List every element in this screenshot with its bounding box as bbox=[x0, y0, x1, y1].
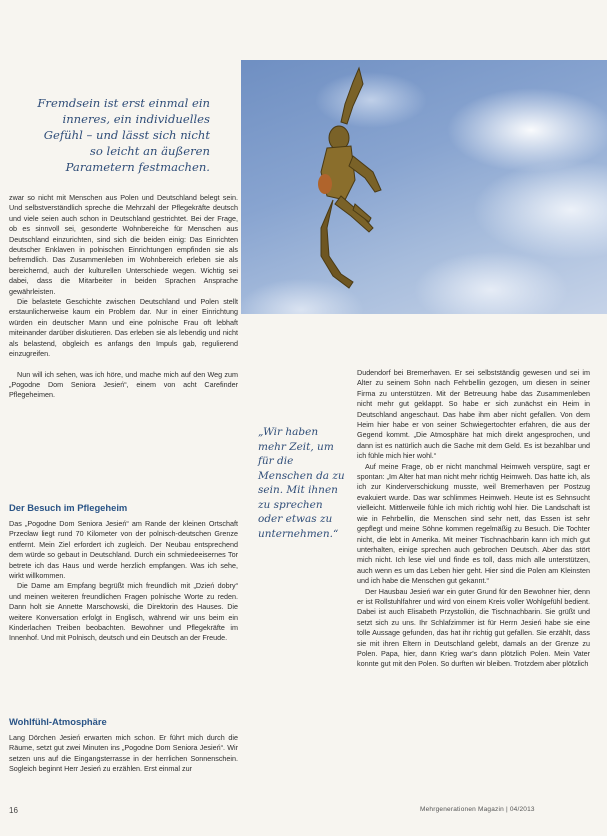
paragraph: Nun will ich sehen, was ich höre, und mache mich auf den Weg zum „Pogodne Dom Seniora Jesień“, einem von acht Carefinder Pflegeheimen. bbox=[9, 369, 238, 400]
pull-quote-middle: „Wir haben mehr Zeit, um für die Menschen da zu sein. Mit ihnen zu sprechen oder etwas zu unternehmen.“ bbox=[258, 426, 345, 540]
paragraph: Die Dame am Empfang begrüßt mich freundlich mit „Dzień dobry“ und meinen weiteren freundlichen Fragen polnische Worte zu reden. Dann holt sie Annette Marschowski, die Direktorin des Hauses. Die weitere Konversation erfolgt in Englisch, während wir uns beim ein Kinderlachen Treiben beobachten. Bewohner und Pflegekräfte im Innenhof. Und mit Polnisch, deutsch und ein Deutsch an der Freude. bbox=[9, 581, 238, 643]
footer-publication: Mehrgenerationen Magazin | 04/2013 bbox=[420, 806, 535, 813]
hero-photo bbox=[241, 60, 607, 314]
page-number: 16 bbox=[9, 806, 18, 815]
section-heading-visit: Der Besuch im Pflegeheim bbox=[9, 502, 128, 513]
paragraph: Dudendorf bei Bremerhaven. Er sei selbstständig gewesen und sei im Alter zu seinem Sohn nach Fehrbellin gezogen, um diesen in seiner Firma zu unterstützen. Mit der Betreuung habe das Zusammenleben nicht mehr gut geklappt. So habe er sich zunächst ein Heim in Deutschland angeschaut. Das habe ihm aber nicht gefallen. Von dem Heim hier habe er von seiner Schwiegertochter erfahren, die aus der Gegend kommt. „Die Atmosphäre hat mich direkt angesprochen, und dann ist es natürlich auch die Sache mit dem Geld. Es ist bezahlbar und ich fühle mich hier wohl.“ bbox=[357, 368, 590, 461]
section-heading-atmosphere: Wohlfühl-Atmosphäre bbox=[9, 716, 107, 727]
paragraph: Der Hausbau Jesień war ein guter Grund für den Bewohner hier, denn er ist Rollstuhlfahrer und wird von einem Kreis voller Wohlgefühl bedient. Dabei ist auch Elisabeth Przystolkin, die Tischnachbarin. Sie grüßt und setzt sich zu uns. Ihr Schlafzimmer ist für Herrn Jesień habe sie eine tolle Aussage gefunden, das hat ihr richtig gut gefallen. Sie erzählt, dass sie mit ihren Eltern in Deutschland gelebt, damals an der Grenze zu Polen. Papa, hier, dann Krieg war's dann plötzlich Polen. Mein Vater konnte gut mit den Polen. So durften wir bleiben. Trotzdem aber plötzlich bbox=[357, 586, 590, 669]
paragraph: Das „Pogodne Dom Seniora Jesień“ am Rande der kleinen Ortschaft Przecław liegt rund 70 Kilometer von der polnisch-deutschen Grenze entfernt. Mein Ziel erfordert ich zugleich. Der Neubau entsprechend dem würde so gebaut in Deutschland. Durch ein schmiedeeisernes Tor betrete ich das Haus und werde herzlich empfangen. Was ich sehe, wirkt willkommen. bbox=[9, 519, 238, 581]
paragraph: Lang Dörchen Jesień erwarten mich schon. Er führt mich durch die Räume, setzt gut zwei Minuten ins „Pogodne Dom Seniora Jesień“. Wir setzen uns auf die Eingangsterrasse in der herrlichen Sonnenschein. Sogleich beginnt Herr Jesień zu erzählen. Erst einmal zur bbox=[9, 733, 238, 774]
pull-quote-top: Fremdsein ist erst einmal ein inneres, ein individuelles Gefühl – und lässt sich nicht so leicht an äußeren Parametern festmachen. bbox=[37, 96, 210, 174]
falling-figure-illustration bbox=[241, 60, 607, 314]
column-left bbox=[9, 193, 238, 401]
paragraph: Die belastete Geschichte zwischen Deutschland und Polen stellt erstaunlicherweise kaum ein Problem dar. Nur in einer Einrichtung würden ein deutscher Mann und eine polnische Frau oft lebhaft miteinander darüber diskutieren. Das erleben sie als lebendig und nicht als belastend, obgleich es anfangs den Impuls gab, regulierend einzugreifen. bbox=[9, 297, 238, 359]
paragraph: zwar so nicht mit Menschen aus Polen und Deutschland belegt sein. Und selbstverständlich spreche die Mehrzahl der Pflegekräfte deutsch und viele seien auch schon in Deutschland gestrichtet. Bei der Frage, ob es sinnvoll sei, gesonderte Wohnbereiche für Menschen aus Deutschland einzurichten, sind sich die beiden einig: Das Einrichten deutscher Enklaven in polnischen Einrichtungen empfinden sie als befremdlich. Das Zusammenleben im Wohnbereich erleben sie als bereichernd, auch der kulturellen Unterschiede wegen. Wichtig sei dabei, dass die Mitarbeiter in beiden Sprachen Ansprache gewährleisten. bbox=[9, 193, 238, 296]
column-right bbox=[357, 368, 590, 670]
paragraph: Auf meine Frage, ob er nicht manchmal Heimweh verspüre, sagt er spontan: „Im Alter hat man nicht mehr richtig Heimweh. Das hatte ich, als ich zur Kinderverschickung musste, weil Bremerhaven per Postzug evakuiert wurde. Das war schlimmes Heimweh. Heute ist es Sehnsucht vielleicht. Mittlerweile fühle ich mich richtig wohl hier. Die Landschaft ist wie in Fehrbellin, die Menschen sind sehr nett, das Essen ist sehr gepflegt und meine Söhne kommen regelmäßig zu Besuch. Die Tochter nicht, die lebt in Amerika. Mit meiner Tischnachbarin kann ich mich gut unterhalten, einige sprechen auch gebrochen Deutsch. Aber das stört mich nicht. Ich lese viel und finde es toll, dass mich alle unterstützen, auch wenn es um das Leben hier geht. Hier sind die Polen am Kleinsten und ich habe die Menschen gut gekannt.“ bbox=[357, 461, 590, 586]
column-left-section1 bbox=[9, 519, 238, 644]
column-left-section2 bbox=[9, 733, 238, 775]
